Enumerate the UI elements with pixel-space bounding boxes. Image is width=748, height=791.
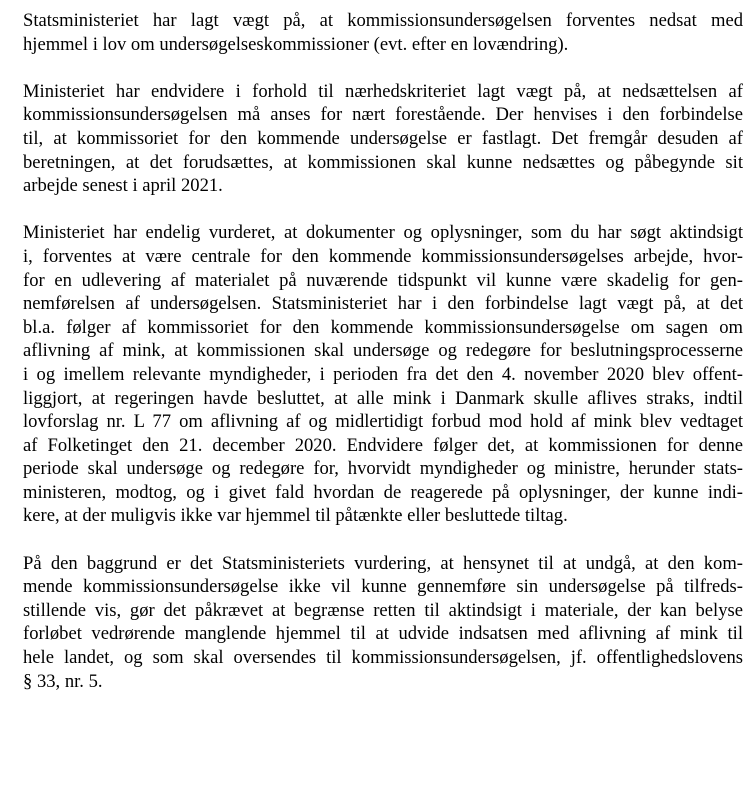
text-line: hele landet, og som skal oversendes til kommissionsundersøgelsen, jf. offentlighedslovens: [23, 647, 743, 669]
text-line: arbejde senest i april 2021.: [23, 175, 223, 197]
text-line: Statsministeriet har lagt vægt på, at kommissionsundersøgelsen forventes nedsat med: [23, 10, 743, 31]
text-line: På den baggrund er det Statsministeriets vurdering, at hensynet til at undgå, at den kom-: [23, 552, 743, 574]
text-line: forløbet vedrørende manglende hjemmel til at udvide indsatsen med aflivning af mink til: [23, 623, 743, 645]
document-body: [23, 9, 743, 717]
text-line: aflivning af mink, at kommissionen skal undersøge og redegøre for beslutningsprocesserne: [23, 340, 743, 362]
paragraph-4: [23, 552, 743, 694]
text-line: af Folketinget den 21. december 2020. Endvidere følger det, at kommissionen for denne: [23, 434, 743, 456]
text-line: ministeren, modtog, og i givet fald hvordan de reagerede på oplysninger, der kunne indi-: [23, 481, 743, 503]
text-line: § 33, nr. 5.: [23, 670, 103, 692]
text-line: nemførelsen af undersøgelsen. Statsministeriet har i den forbindelse lagt vægt på, at det: [23, 293, 743, 315]
text-line: beretningen, at det forudsættes, at kommissionen skal kunne nedsættes og påbegynde sit: [23, 151, 743, 173]
text-line: i, forventes at være centrale for den kommende kommissionsundersøgelses arbejde, hvor-: [23, 245, 743, 267]
text-line: bl.a. følger af kommissoriet for den kommende kommissionsundersøgelse om sagen om: [23, 316, 743, 338]
text-line: til, at kommissoriet for den kommende undersøgelse er fastlagt. Det fremgår desuden af: [23, 127, 743, 149]
text-line: kere, at der muligvis ikke var hjemmel til påtænkte eller besluttede tiltag.: [23, 505, 568, 527]
text-line: kommissionsundersøgelsen må anses for nært forestående. Der henvises i den forbindelse: [23, 104, 743, 126]
text-line: for en udlevering af materialet på nuværende tidspunkt vil kunne være skadelig for gen-: [23, 269, 743, 291]
text-line: liggjort, at regeringen havde besluttet, at alle mink i Danmark skulle aflives straks, indtil: [23, 387, 743, 409]
text-line: lovforslag nr. L 77 om aflivning af og midlertidigt forbud mod hold af mink blev vedtaget: [23, 411, 743, 433]
paragraph-2: [23, 80, 743, 198]
text-line: i og imellem relevante myndigheder, i perioden fra det den 4. november 2020 blev offent-: [23, 363, 743, 385]
text-line: Ministeriet har endelig vurderet, at dokumenter og oplysninger, som du har søgt aktindsigt: [23, 222, 743, 244]
text-line: stillende vis, gør det påkrævet at begrænse retten til aktindsigt i materiale, der kan belyse: [23, 599, 743, 621]
paragraph-1: [23, 9, 743, 56]
paragraph-3: [23, 221, 743, 528]
text-line: periode skal undersøge og redegøre for, hvorvidt myndigheder og ministre, herunder stats-: [23, 458, 743, 480]
text-line: hjemmel i lov om undersøgelseskommissioner (evt. efter en lovændring).: [23, 33, 569, 55]
text-line: Ministeriet har endvidere i forhold til nærhedskriteriet lagt vægt på, at nedsættelsen af: [23, 80, 743, 102]
text-line: mende kommissionsundersøgelse ikke vil kunne gennemføre sin undersøgelse på tilfreds-: [23, 576, 743, 598]
